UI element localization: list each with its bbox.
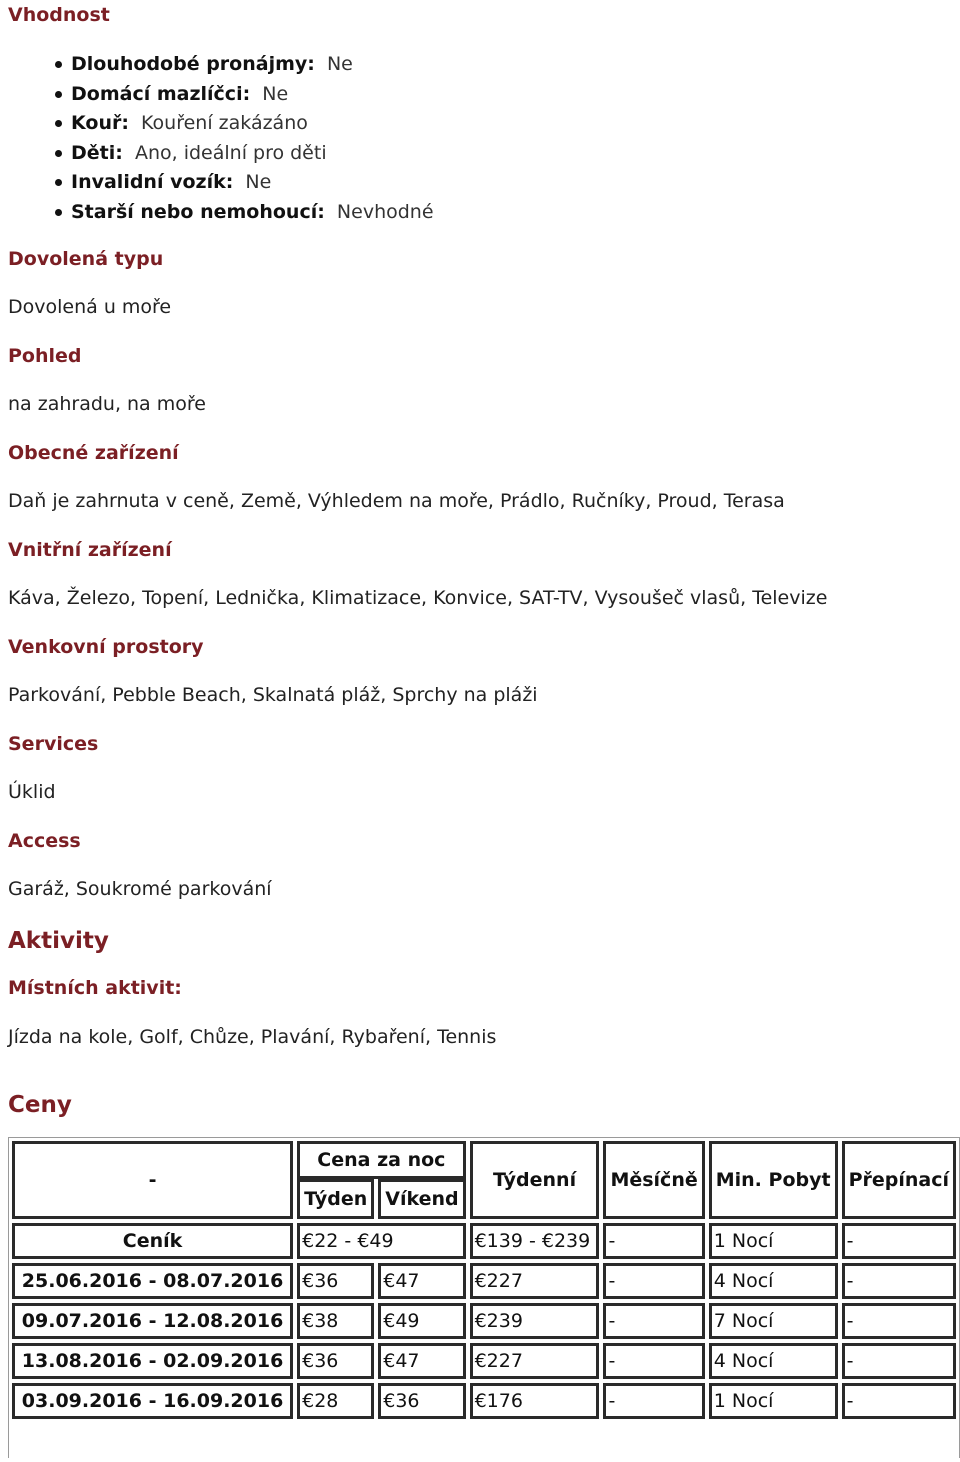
changeover-cell: - (842, 1343, 956, 1379)
period-cell: 09.07.2016 - 12.08.2016 (12, 1303, 293, 1339)
weekly-price-cell: €227 (470, 1343, 600, 1379)
min-stay-cell: 1 Nocí (709, 1383, 838, 1419)
min-stay-cell: 7 Nocí (709, 1303, 838, 1339)
monthly-price-cell: - (603, 1303, 704, 1339)
changeover-cell: - (842, 1263, 956, 1299)
pricelist-per-night: €22 - €49 (297, 1223, 465, 1259)
monthly-price-cell: - (603, 1263, 704, 1299)
header-weekly: Týdenní (470, 1141, 600, 1219)
suitability-key: Domácí mazlíčci: (71, 82, 251, 105)
table-row (12, 1383, 956, 1419)
changeover-cell: - (842, 1383, 956, 1419)
period-cell: 13.08.2016 - 02.09.2016 (12, 1343, 293, 1379)
period-cell: 25.06.2016 - 08.07.2016 (12, 1263, 293, 1299)
table-row (12, 1223, 956, 1259)
list-item (8, 198, 434, 228)
week-price-cell: €28 (297, 1383, 374, 1419)
indoor-facilities-heading: Vnitřní zařízení (8, 539, 172, 561)
suitability-value: Ano, ideální pro děti (134, 141, 327, 164)
monthly-price-cell: - (603, 1383, 704, 1419)
list-item (8, 109, 434, 139)
weekly-price-cell: €239 (470, 1303, 600, 1339)
bullet-icon (55, 209, 62, 216)
min-stay-cell: 4 Nocí (709, 1263, 838, 1299)
prices-table (8, 1141, 960, 1419)
access-heading: Access (8, 830, 81, 852)
suitability-value: Ne (262, 82, 289, 105)
bullet-icon (55, 61, 62, 68)
activities-heading: Aktivity (8, 928, 109, 954)
weekend-price-cell: €47 (378, 1343, 465, 1379)
table-row (12, 1303, 956, 1339)
header-weekend: Víkend (378, 1179, 465, 1219)
general-facilities-heading: Obecné zařízení (8, 442, 179, 464)
weekly-price-cell: €227 (470, 1263, 600, 1299)
suitability-key: Invalidní vozík: (71, 171, 234, 193)
changeover-cell: - (842, 1303, 956, 1339)
suitability-key: Starší nebo nemohoucí: (71, 200, 325, 223)
week-price-cell: €38 (297, 1303, 374, 1339)
table-row (12, 1263, 956, 1299)
bullet-icon (55, 179, 62, 186)
services-text: Úklid (8, 781, 56, 803)
min-stay-cell: 4 Nocí (709, 1343, 838, 1379)
header-week: Týden (297, 1179, 374, 1219)
weekend-price-cell: €49 (378, 1303, 465, 1339)
list-item (8, 50, 434, 80)
bullet-icon (55, 91, 62, 98)
suitability-key: Děti: (71, 141, 123, 164)
header-changeover: Přepínací (842, 1141, 956, 1219)
view-text: na zahradu, na moře (8, 393, 206, 415)
list-item (8, 80, 434, 110)
pricelist-label: Ceník (12, 1223, 293, 1259)
header-monthly: Měsíčně (603, 1141, 704, 1219)
outdoor-facilities-text: Parkování, Pebble Beach, Skalnatá pláž, Sprchy na pláži (8, 684, 538, 706)
pricelist-monthly: - (603, 1223, 704, 1259)
weekly-price-cell: €176 (470, 1383, 600, 1419)
list-item (8, 168, 434, 198)
table-row (12, 1343, 956, 1379)
prices-heading: Ceny (8, 1092, 72, 1118)
bullet-icon (55, 120, 62, 127)
bullet-icon (55, 150, 62, 157)
suitability-value: Ne (245, 171, 272, 193)
header-min-stay: Min. Pobyt (709, 1141, 838, 1219)
pricelist-min-stay: 1 Nocí (709, 1223, 838, 1259)
outdoor-facilities-heading: Venkovní prostory (8, 636, 204, 658)
suitability-value: Nevhodné (336, 200, 434, 223)
header-period: - (12, 1141, 293, 1219)
header-per-night: Cena za noc (297, 1141, 465, 1179)
view-heading: Pohled (8, 345, 82, 367)
period-cell: 03.09.2016 - 16.09.2016 (12, 1383, 293, 1419)
suitability-list (8, 50, 434, 227)
access-text: Garáž, Soukromé parkování (8, 878, 272, 900)
suitability-heading: Vhodnost (8, 4, 110, 26)
week-price-cell: €36 (297, 1263, 374, 1299)
suitability-key: Dlouhodobé pronájmy: (71, 53, 315, 75)
holiday-type-heading: Dovolená typu (8, 248, 164, 270)
list-item (8, 139, 434, 169)
indoor-facilities-text: Káva, Železo, Topení, Lednička, Klimatizace, Konvice, SAT-TV, Vysoušeč vlasů, Televize (8, 587, 828, 609)
week-price-cell: €36 (297, 1343, 374, 1379)
holiday-type-text: Dovolená u moře (8, 296, 172, 318)
general-facilities-text: Daň je zahrnuta v ceně, Země, Výhledem na moře, Prádlo, Ručníky, Proud, Terasa (8, 490, 785, 512)
pricelist-weekly: €139 - €239 (470, 1223, 600, 1259)
local-activities-heading: Místních aktivit: (8, 977, 182, 999)
suitability-value: Kouření zakázáno (141, 112, 308, 134)
suitability-value: Ne (326, 53, 353, 75)
table-header-row (12, 1141, 956, 1179)
weekend-price-cell: €47 (378, 1263, 465, 1299)
services-heading: Services (8, 733, 99, 755)
monthly-price-cell: - (603, 1343, 704, 1379)
pricelist-changeover: - (842, 1223, 956, 1259)
weekend-price-cell: €36 (378, 1383, 465, 1419)
local-activities-text: Jízda na kole, Golf, Chůze, Plavání, Rybaření, Tennis (8, 1026, 497, 1048)
suitability-key: Kouř: (71, 112, 129, 134)
